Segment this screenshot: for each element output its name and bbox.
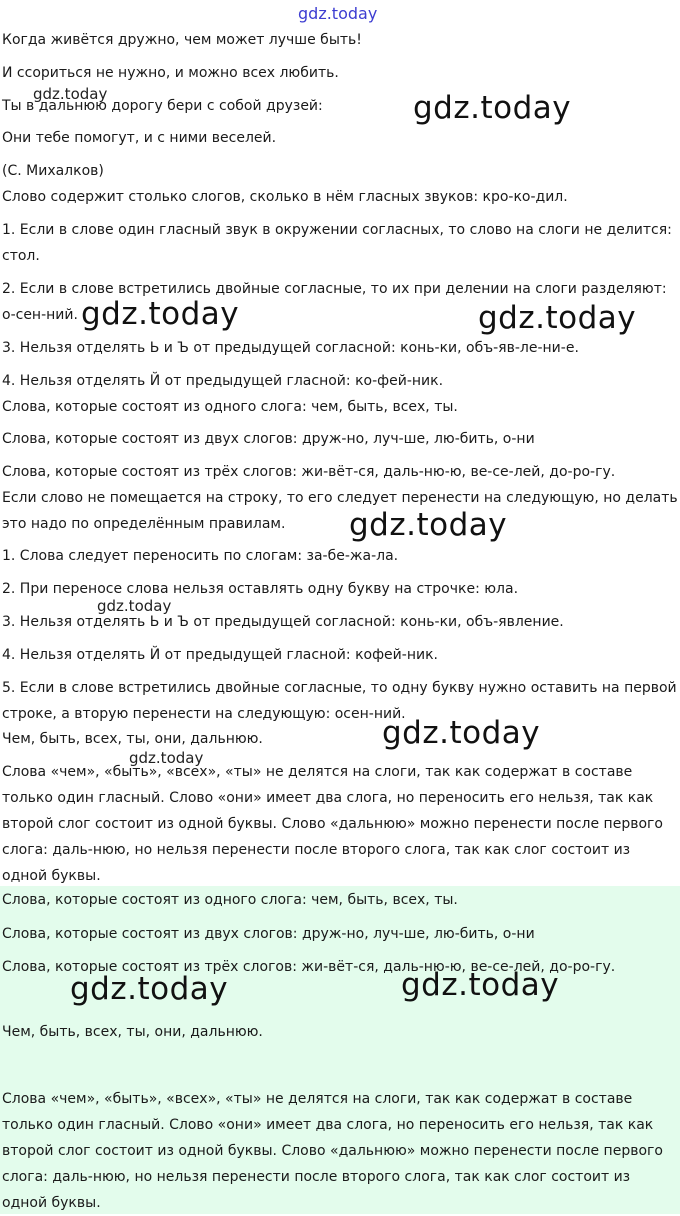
transfer-explanation: Слова «чем», «быть», «всех», «ты» не делятся на слоги, так как содержат в составе только один гласный. Слово «они» имеет два слога, но переносить его нельзя, так как второй слог состоит из одной буквы. Слово «дальнюю» можно перенести после первого слога: даль-нюю, но нельзя перенести после второго слога, так как слог состоит из одной буквы. [2, 764, 663, 884]
transfer-rule-4: 4. Нельзя отделять Й от предыдущей гласной: кофей-ник. [2, 647, 438, 663]
poem-author: (С. Михалков) [2, 163, 104, 179]
poem-line-4: Они тебе помогут, и с ними веселей. [2, 130, 277, 146]
watermark-10: gdz.today [401, 967, 560, 1003]
syllable-rule-3: 3. Нельзя отделять Ь и Ъ от предыдущей согласной: конь-ки, объ-яв-ле-ни-е. [2, 340, 579, 356]
three-syllable-words: Слова, которые состоят из трёх слогов: жи-вёт-ся, даль-ню-ю, ве-се-лей, до-ро-гу. [2, 464, 616, 480]
transfer-rule-5: 5. Если в слове встретились двойные согласные, то одну букву нужно оставить на первой строке, а вторую перенести на следующую: осен-ний. [2, 680, 677, 722]
poem-line-1: Когда живётся дружно, чем может лучше быть! [2, 32, 362, 48]
answer-two-syllable: Слова, которые состоят из двух слогов: друж-но, луч-ше, лю-бить, о-ни [2, 926, 535, 942]
watermark-6: gdz.today [97, 597, 172, 615]
poem-line-3: Ты в дальнюю дорогу бери с собой друзей: [2, 98, 323, 114]
transfer-intro: Если слово не помещается на строку, то его следует перенести на следующую, но делать это надо по определённым правилам. [2, 490, 678, 532]
answer-one-syllable: Слова, которые состоят из одного слога: чем, быть, всех, ты. [2, 892, 458, 908]
poem-line-2: И ссориться не нужно, и можно всех любить. [2, 65, 339, 81]
syllable-rule-4: 4. Нельзя отделять Й от предыдущей гласной: ко-фей-ник. [2, 373, 444, 389]
watermark-8: gdz.today [129, 749, 204, 767]
syllable-rule: Слово содержит столько слогов, сколько в нём гласных звуков: кро-ко-дил. [2, 189, 568, 205]
watermark-3: gdz.today [81, 296, 240, 332]
watermark-5: gdz.today [349, 507, 508, 543]
syllable-rule-1: 1. Если в слове один гласный звук в окружении согласных, то слово на слоги не делится: стол. [2, 222, 672, 264]
answer-explanation: Слова «чем», «быть», «всех», «ты» не делятся на слоги, так как содержат в составе только один гласный. Слово «они» имеет два слога, но переносить его нельзя, так как второй слог состоит из одной буквы. Слово «дальнюю» можно перенести после первого слога: даль-нюю, но нельзя перенести после второго слога, так как слог состоит из одной буквы. [2, 1091, 663, 1211]
one-syllable-words: Слова, которые состоят из одного слога: чем, быть, всех, ты. [2, 399, 458, 415]
watermark-1: gdz.today [33, 85, 108, 103]
watermark-4: gdz.today [478, 300, 637, 336]
watermark-2: gdz.today [413, 90, 572, 126]
transfer-rule-3: 3. Нельзя отделять Ь и Ъ от предыдущей согласной: конь-ки, объ-явление. [2, 614, 564, 630]
transfer-rule-2: 2. При переносе слова нельзя оставлять одну букву на строчке: юла. [2, 581, 519, 597]
transfer-rule-1: 1. Слова следует переносить по слогам: за-бе-жа-ла. [2, 548, 399, 564]
syllable-rule-2: 2. Если в слове встретились двойные согласные, то их при делении на слоги разделяют: о-сен-ний. [2, 281, 667, 323]
transfer-words: Чем, быть, всех, ты, они, дальнюю. [2, 731, 263, 747]
two-syllable-words: Слова, которые состоят из двух слогов: друж-но, луч-ше, лю-бить, о-ни [2, 431, 535, 447]
watermark-7: gdz.today [382, 715, 541, 751]
watermark-top: gdz.today [298, 4, 378, 23]
answer-words: Чем, быть, всех, ты, они, дальнюю. [2, 1024, 263, 1040]
watermark-9: gdz.today [70, 971, 229, 1007]
answer-three-syllable: Слова, которые состоят из трёх слогов: жи-вёт-ся, даль-ню-ю, ве-се-лей, до-ро-гу. [2, 959, 616, 975]
